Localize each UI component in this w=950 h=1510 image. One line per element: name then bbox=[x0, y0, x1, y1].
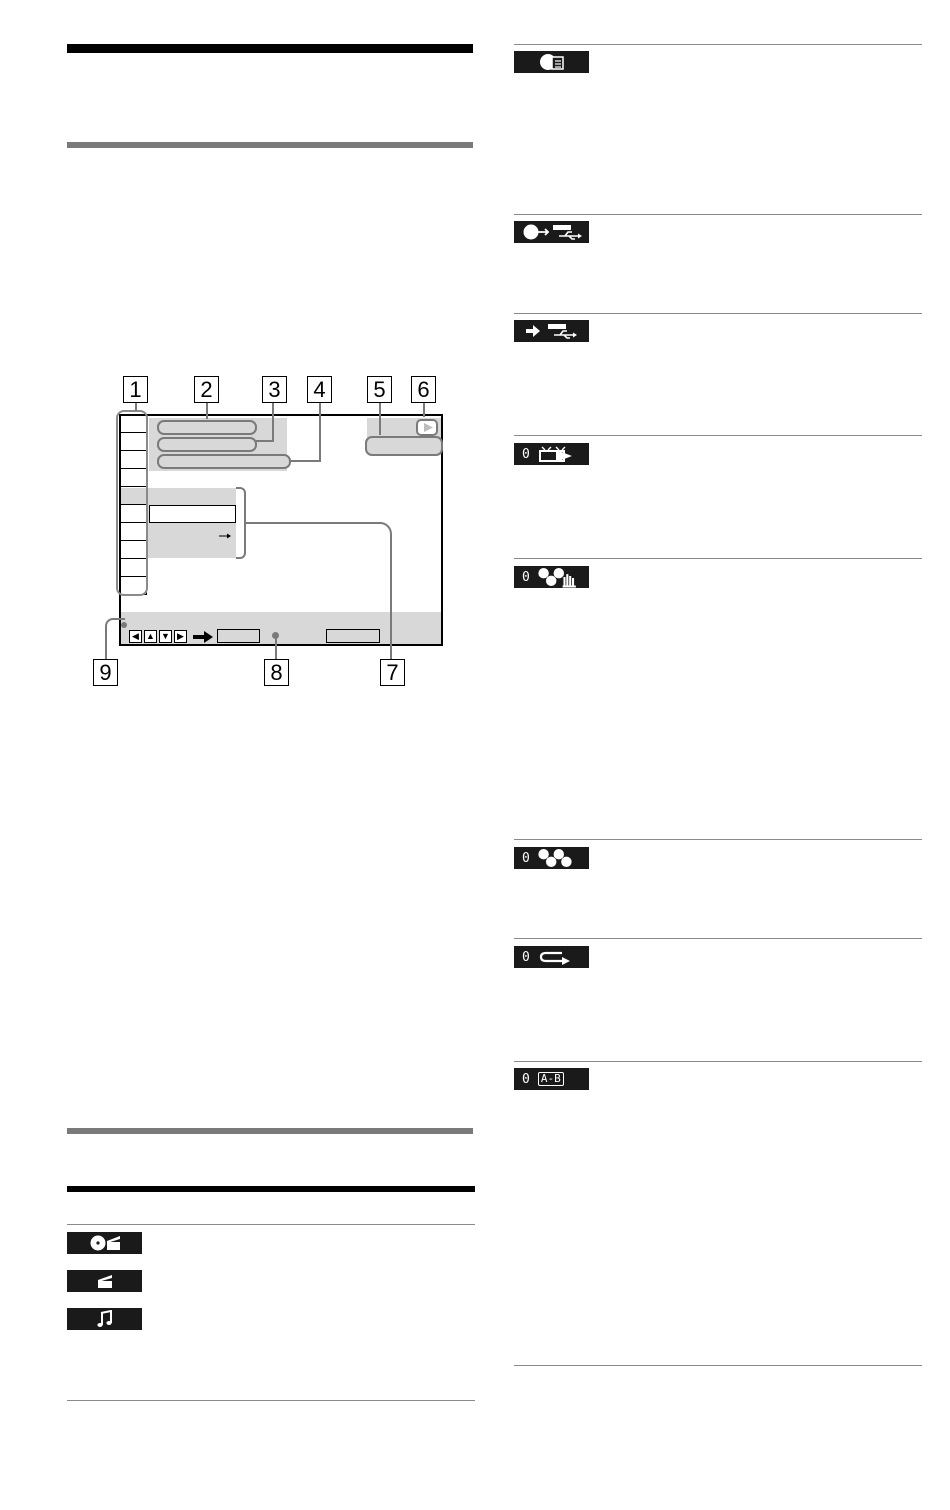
row-divider bbox=[514, 938, 922, 939]
callout-1-bracket bbox=[116, 410, 148, 596]
table-bottom-rule bbox=[67, 1400, 475, 1401]
a-b-repeat-icon bbox=[514, 1068, 589, 1090]
row-divider bbox=[514, 313, 922, 314]
callout-7-brace bbox=[236, 487, 246, 559]
count-zero: 0 bbox=[522, 446, 530, 462]
callout-7: 7 bbox=[380, 659, 405, 686]
callout-4-leader-h bbox=[290, 460, 321, 462]
up-arrow-key-icon: ▲ bbox=[144, 630, 157, 643]
shuffle-hand-icon bbox=[514, 566, 589, 588]
count-zero: 0 bbox=[522, 850, 530, 866]
section-heading-rule bbox=[67, 44, 473, 53]
table-header-divider bbox=[67, 1224, 475, 1225]
left-arrow-key-icon: ◀ bbox=[129, 630, 142, 643]
callout-3-leader bbox=[272, 403, 274, 442]
callout-5-leader bbox=[379, 403, 381, 435]
row-divider bbox=[514, 44, 922, 45]
callout-8-leader bbox=[275, 638, 277, 660]
subsection-heading-rule bbox=[67, 1128, 473, 1134]
settings-submenu bbox=[148, 488, 236, 558]
subsection-heading-rule bbox=[67, 142, 473, 148]
callout-9: 9 bbox=[93, 659, 118, 686]
down-arrow-key-icon: ▼ bbox=[159, 630, 172, 643]
enter-arrow-icon bbox=[193, 630, 213, 648]
callout-1-leader bbox=[135, 403, 137, 411]
callout-5: 5 bbox=[367, 376, 392, 403]
callout-9-leader bbox=[105, 618, 125, 660]
shuffle-icon bbox=[514, 847, 589, 869]
disc-usb-transfer-icon bbox=[514, 221, 589, 243]
callout-1: 1 bbox=[123, 376, 148, 403]
submenu-arrow-icon bbox=[219, 527, 231, 545]
timer-play-icon bbox=[514, 443, 589, 465]
row-divider bbox=[514, 558, 922, 559]
callout-6: 6 bbox=[411, 376, 436, 403]
row-divider bbox=[514, 839, 922, 840]
music-note-icon bbox=[67, 1308, 142, 1330]
play-status-icon bbox=[416, 419, 438, 436]
callout-3-leader-h bbox=[256, 440, 274, 442]
status-field bbox=[365, 436, 443, 456]
callout-8: 8 bbox=[264, 659, 289, 686]
count-zero: 0 bbox=[522, 569, 530, 585]
count-zero: 0 bbox=[522, 949, 530, 965]
row-divider bbox=[514, 1365, 922, 1366]
repeat-icon bbox=[514, 946, 589, 968]
row-divider bbox=[514, 1061, 922, 1062]
row-divider bbox=[514, 435, 922, 436]
callout-2: 2 bbox=[194, 376, 219, 403]
info-field-3 bbox=[157, 454, 291, 469]
info-field-2 bbox=[157, 437, 257, 452]
right-arrow-key-icon: ▶ bbox=[174, 630, 187, 643]
row-divider bbox=[514, 214, 922, 215]
count-zero: 0 bbox=[522, 1071, 530, 1087]
table-heading-rule bbox=[67, 1186, 475, 1192]
callout-7-leader bbox=[246, 522, 392, 661]
disc-list-icon bbox=[514, 51, 589, 73]
callout-4: 4 bbox=[307, 376, 332, 403]
callout-2-leader bbox=[206, 403, 208, 419]
submenu-selected-option bbox=[149, 505, 236, 523]
callout-4-leader bbox=[319, 403, 321, 462]
arrow-usb-icon bbox=[514, 320, 589, 342]
disc-video-icon bbox=[67, 1232, 142, 1254]
callout-6-leader bbox=[423, 403, 425, 417]
a-b-label: A-B bbox=[538, 1072, 564, 1086]
info-field-1 bbox=[157, 420, 257, 435]
callout-3: 3 bbox=[262, 376, 287, 403]
clapperboard-icon bbox=[67, 1270, 142, 1292]
